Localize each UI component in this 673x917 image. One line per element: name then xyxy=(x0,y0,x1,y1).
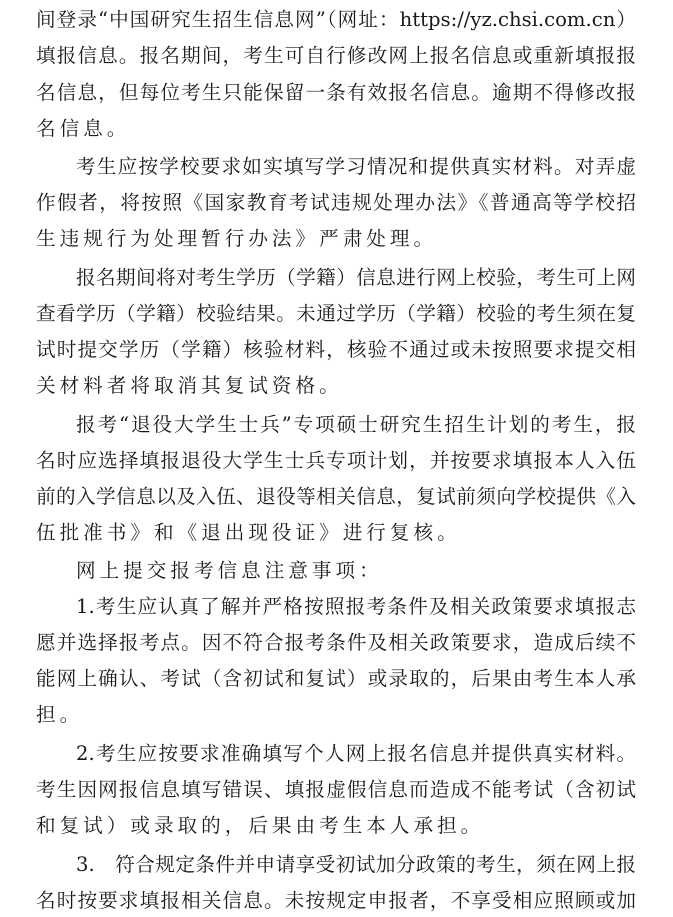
p4-line-2: 名时应选择填报退役大学生士兵专项计划，并按要求填报本人入伍 xyxy=(36,449,636,472)
p6-line-1: 1.考生应认真了解并严格按照报考条件及相关政策要求填报志 xyxy=(76,595,636,618)
p2-line-3: 生违规行为处理暂行办法》严肃处理。 xyxy=(36,227,438,250)
p4-line-4: 伍批准书》和《退出现役证》进行复核。 xyxy=(36,521,461,544)
p2-line-1: 考生应按学校要求如实填写学习情况和提供真实材料。对弄虚 xyxy=(76,155,636,178)
p6-line-2: 愿并选择报考点。因不符合报考条件及相关政策要求，造成后续不 xyxy=(36,631,636,654)
p7-line-2: 考生因网报信息填写错误、填报虚假信息而造成不能考试（含初试 xyxy=(36,778,636,801)
p6-line-4: 担。 xyxy=(36,703,84,726)
p4-line-3: 前的入学信息以及入伍、退役等相关信息，复试前须向学校提供《入 xyxy=(36,485,636,508)
p6-line-3: 能网上确认、考试（含初试和复试）或录取的，后果由考生本人承 xyxy=(36,667,636,690)
p7-line-1: 2.考生应按要求准确填写个人网上报名信息并提供真实材料。 xyxy=(76,742,636,765)
p3-line-2: 查看学历（学籍）校验结果。未通过学历（学籍）校验的考生须在复 xyxy=(36,302,636,325)
p1-line-1: 间登录“中国研究生招生信息网”（网址：https://yz.chsi.com.cn） xyxy=(36,8,636,31)
p4-line-1: 报考“退役大学生士兵”专项硕士研究生招生计划的考生，报 xyxy=(76,413,636,436)
p1-line-3: 名信息，但每位考生只能保留一条有效报名信息。逾期不得修改报 xyxy=(36,81,636,104)
p1-line-2: 填报信息。报名期间，考生可自行修改网上报名信息或重新填报报 xyxy=(36,44,636,67)
p7-line-3: 和复试）或录取的，后果由考生本人承担。 xyxy=(36,814,485,837)
p1-line-4: 名信息。 xyxy=(36,117,131,140)
p3-line-4: 关材料者将取消其复试资格。 xyxy=(36,374,343,397)
p3-line-1: 报名期间将对考生学历（学籍）信息进行网上校验，考生可上网 xyxy=(76,266,636,289)
p2-line-2: 作假者，将按照《国家教育考试违规处理办法》《普通高等学校招 xyxy=(36,191,636,214)
p5-line-1: 网上提交报考信息注意事项： xyxy=(76,559,383,582)
p3-line-3: 试时提交学历（学籍）核验材料，核验不通过或未按照要求提交相 xyxy=(36,338,636,361)
p8-line-2: 名时按要求填报相关信息。未按规定申报者，不享受相应照顾或加 xyxy=(36,889,636,912)
p8-line-1: 3. 符合规定条件并申请享受初试加分政策的考生，须在网上报 xyxy=(76,853,636,876)
